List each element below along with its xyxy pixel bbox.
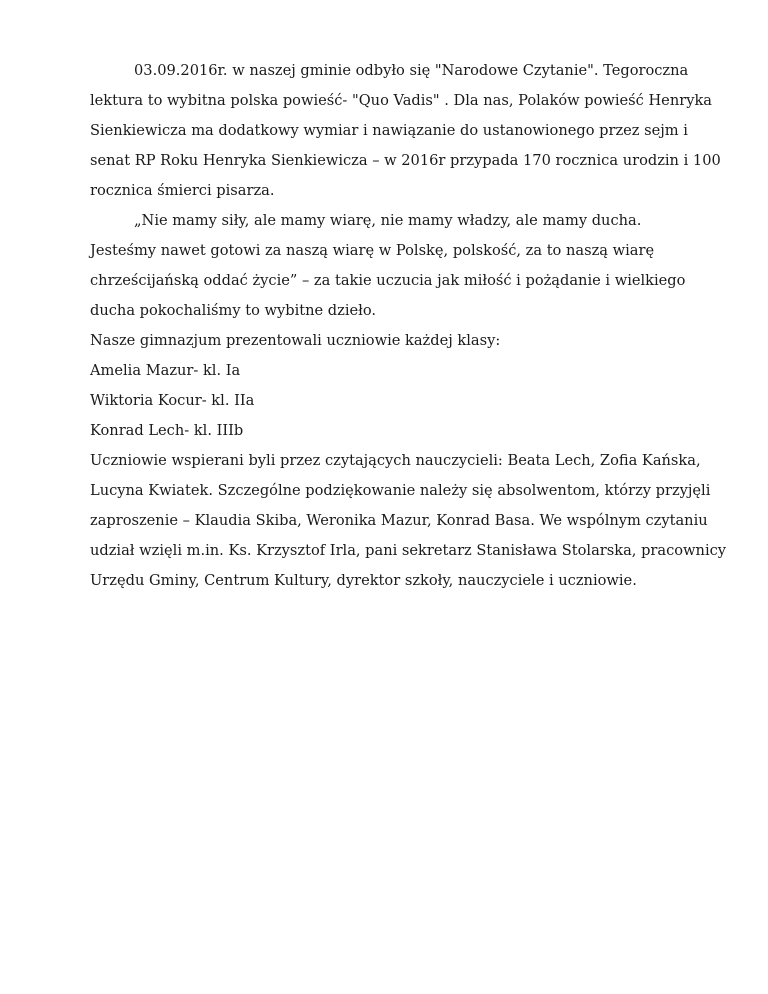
paragraph-1-line-2: lektura to wybitna polska powieść- "Quo Vadis" . Dla nas, Polaków powieść Henryka <box>90 92 712 109</box>
quote-line-2: Jesteśmy nawet gotowi za naszą wiarę w Polskę, polskość, za to naszą wiarę <box>90 242 655 259</box>
student-list-item-3: Konrad Lech- kl. IIIb <box>90 422 244 439</box>
paragraph-3-line-2: Lucyna Kwiatek. Szczególne podziękowanie należy się absolwentom, którzy przyjęli <box>90 482 711 499</box>
quote-line-4: ducha pokochaliśmy to wybitne dzieło. <box>90 302 377 319</box>
paragraph-3-line-3: zaproszenie – Klaudia Skiba, Weronika Mazur, Konrad Basa. We wspólnym czytaniu <box>90 512 708 529</box>
student-list-item-1: Amelia Mazur- kl. Ia <box>90 362 241 379</box>
quote-line-3: chrześcijańską oddać życie” – za takie uczucia jak miłość i pożądanie i wielkiego <box>90 272 686 289</box>
paragraph-1-line-3: Sienkiewicza ma dodatkowy wymiar i nawiązanie do ustanowionego przez sejm i <box>90 122 688 139</box>
students-intro: Nasze gimnazjum prezentowali uczniowie każdej klasy: <box>90 332 501 349</box>
paragraph-3-line-5: Urzędu Gminy, Centrum Kultury, dyrektor szkoły, nauczyciele i uczniowie. <box>90 572 637 589</box>
paragraph-1-line-1: 03.09.2016r. w naszej gminie odbyło się "Narodowe Czytanie". Tegoroczna <box>134 62 689 79</box>
paragraph-1-line-5: rocznica śmierci pisarza. <box>90 182 275 199</box>
quote-line-1: „Nie mamy siły, ale mamy wiarę, nie mamy władzy, ale mamy ducha. <box>134 212 642 229</box>
document-body <box>90 56 727 596</box>
paragraph-3-line-4: udział wzięli m.in. Ks. Krzysztof Irla, pani sekretarz Stanisława Stolarska, pracownicy <box>90 542 727 559</box>
paragraph-1-line-4: senat RP Roku Henryka Sienkiewicza – w 2016r przypada 170 rocznica urodzin i 100 <box>90 152 721 169</box>
paragraph-3-line-1: Uczniowie wspierani byli przez czytających nauczycieli: Beata Lech, Zofia Kańska, <box>90 452 701 469</box>
student-list-item-2: Wiktoria Kocur- kl. IIa <box>90 392 255 409</box>
